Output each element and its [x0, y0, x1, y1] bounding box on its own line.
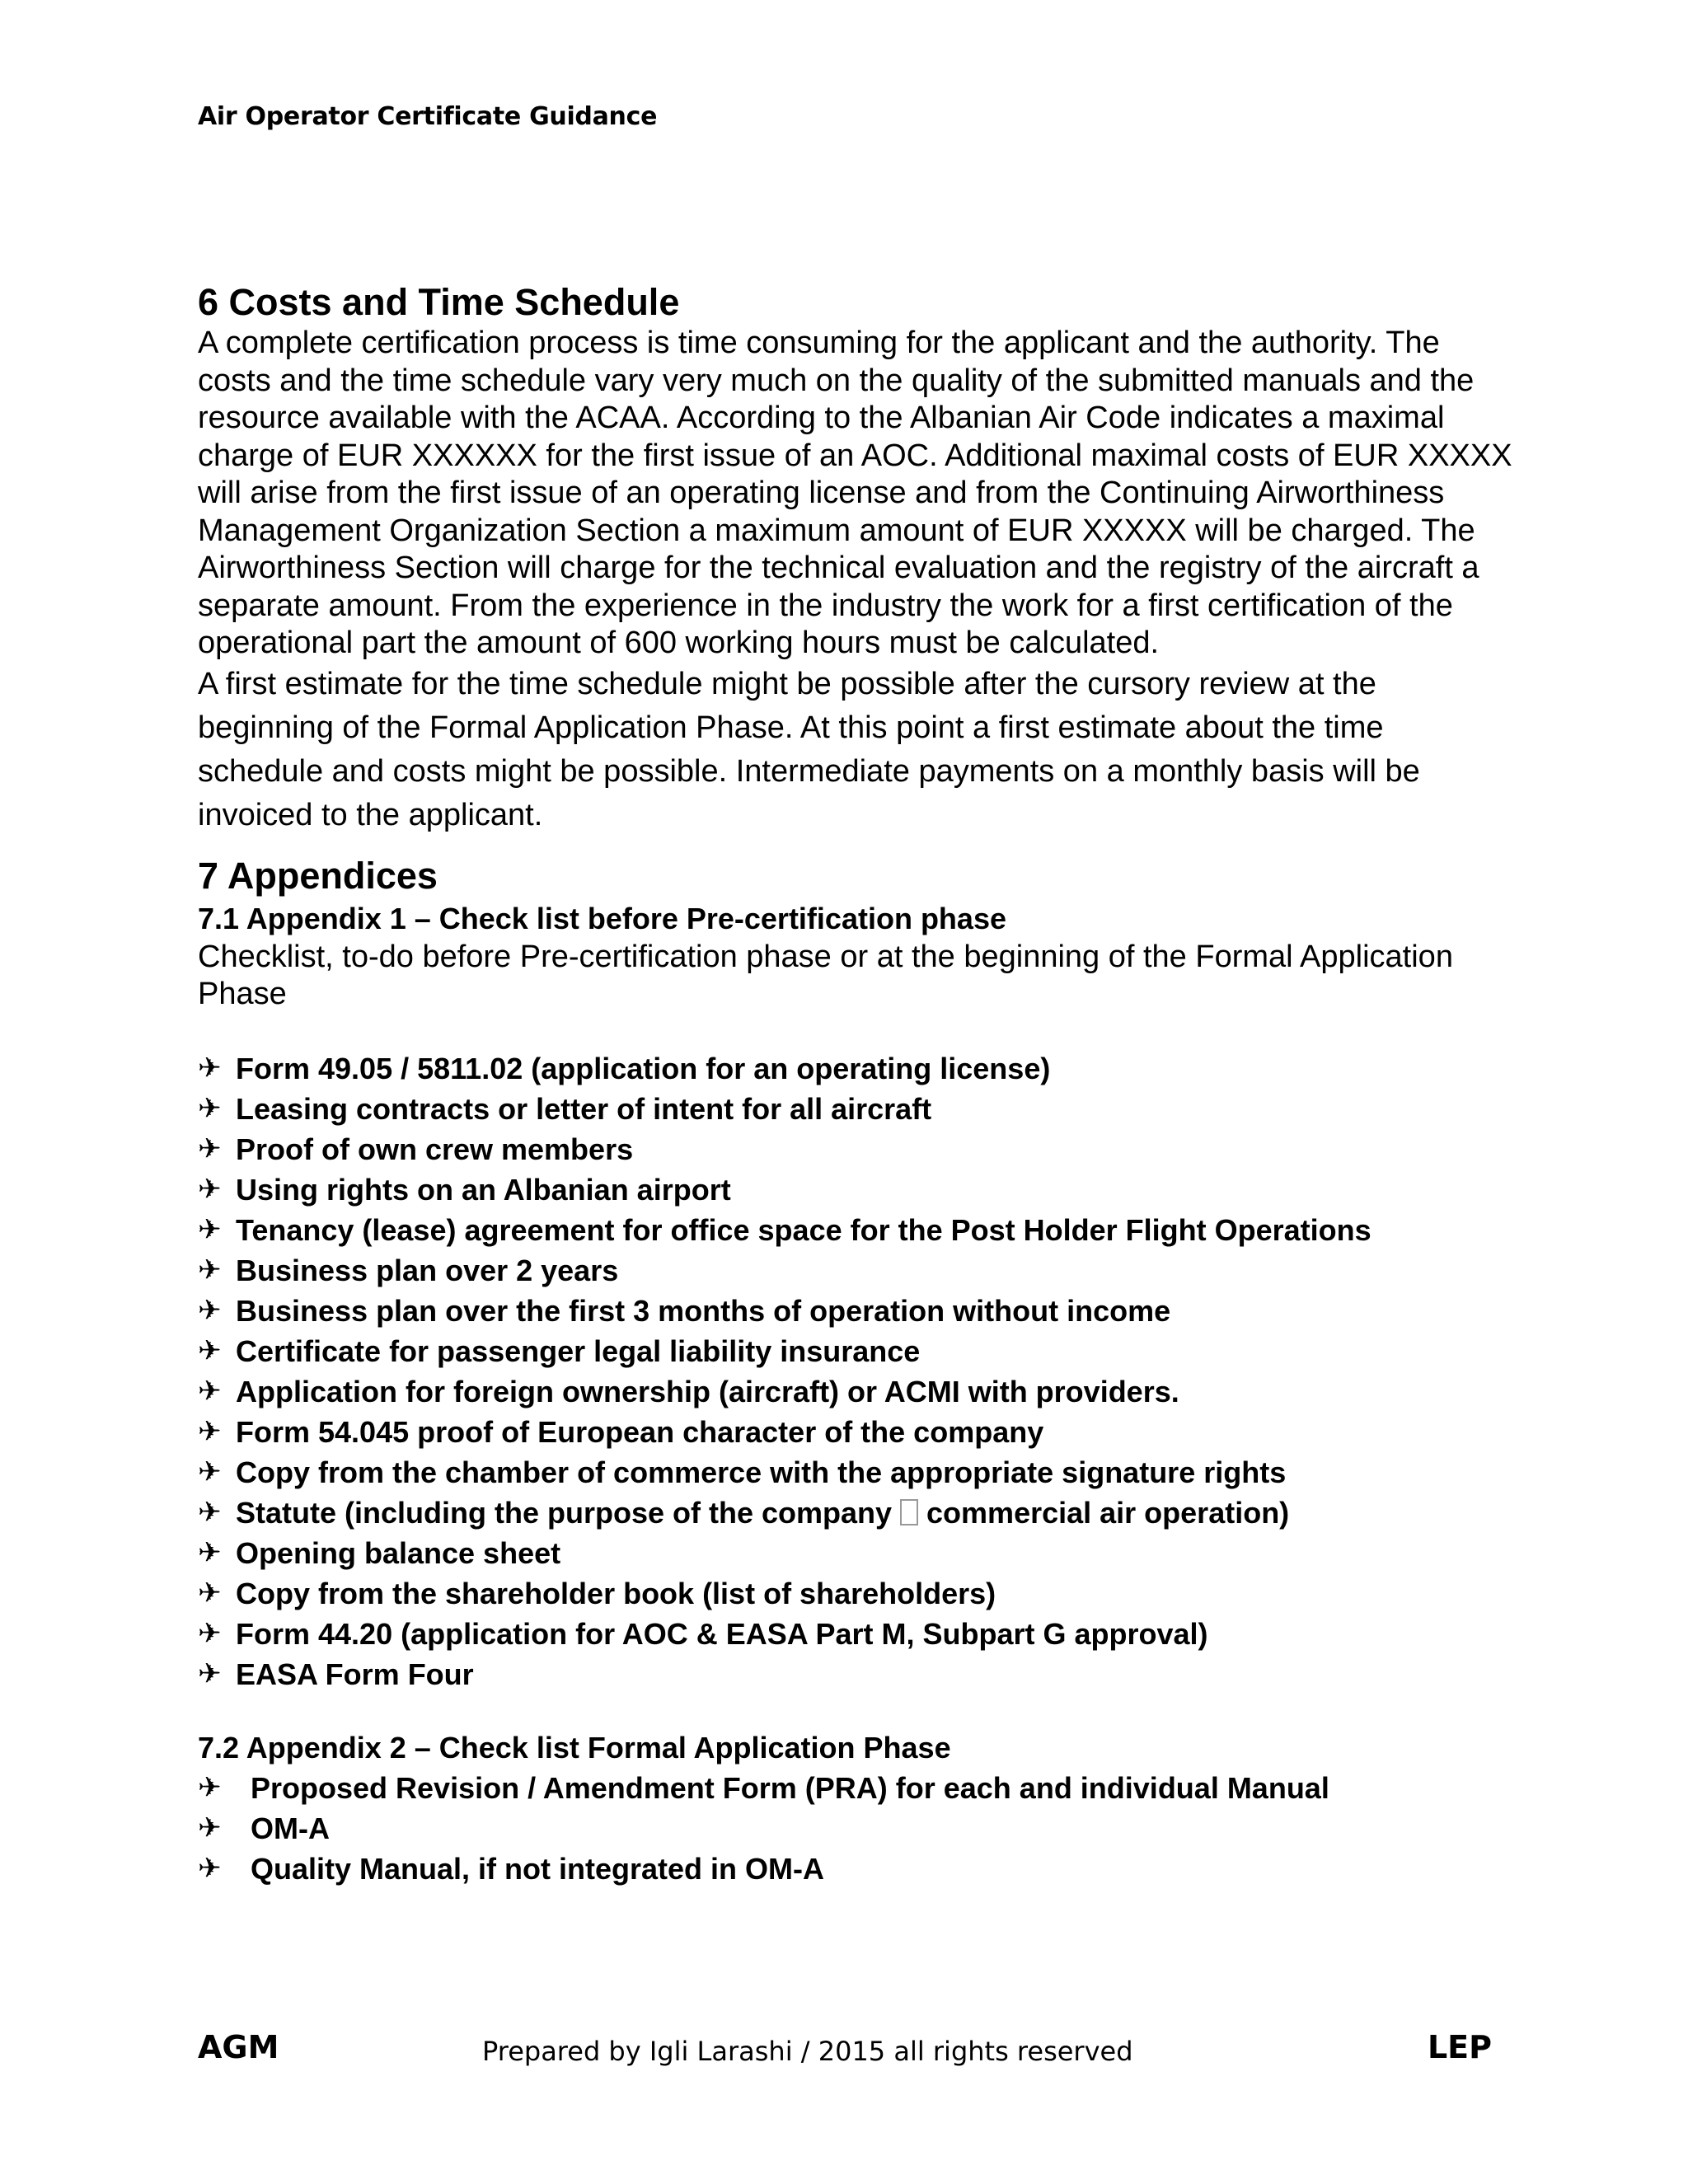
- list-item: [198, 1808, 1517, 1849]
- appendix-1-checklist: [198, 1048, 1517, 1694]
- list-item-text: Form 54.045 proof of European character of the company: [236, 1414, 1044, 1449]
- list-item-text: Using rights on an Albanian airport: [236, 1172, 731, 1207]
- airplane-icon: ✈: [198, 1254, 222, 1286]
- list-item-text: Application for foreign ownership (aircraft) or ACMI with providers.: [236, 1374, 1179, 1408]
- airplane-icon: ✈: [198, 1173, 222, 1205]
- running-header: Air Operator Certificate Guidance: [198, 102, 658, 131]
- airplane-icon: ✈: [198, 1132, 222, 1165]
- list-item-text: Business plan over the first 3 months of operation without income: [236, 1293, 1171, 1328]
- content: [198, 280, 1517, 1889]
- airplane-icon: ✈: [198, 1852, 222, 1884]
- list-item-text: Copy from the chamber of commerce with the appropriate signature rights: [236, 1455, 1287, 1489]
- list-item: [198, 1371, 1517, 1412]
- footer-copyright: Prepared by Igli Larashi / 2015 all rights reserved: [482, 2036, 1133, 2067]
- list-item: [198, 1089, 1517, 1129]
- airplane-icon: ✈: [198, 1536, 222, 1568]
- airplane-icon: ✈: [198, 1455, 222, 1488]
- airplane-icon: ✈: [198, 1375, 222, 1407]
- list-item-text: Form 44.20 (application for AOC & EASA Part M, Subpart G approval): [236, 1616, 1208, 1651]
- list-item-text: Business plan over 2 years: [236, 1253, 619, 1287]
- list-item: [198, 1493, 1517, 1533]
- list-item-text: Copy from the shareholder book (list of shareholders): [236, 1576, 996, 1610]
- list-item-text: Leasing contracts or letter of intent for all aircraft: [236, 1091, 932, 1126]
- list-item-text: Proposed Revision / Amendment Form (PRA) for each and individual Manual: [251, 1770, 1329, 1805]
- list-item: [198, 1614, 1517, 1654]
- section-6-paragraph-1: A complete certification process is time consuming for the applicant and the authority. The costs and the time schedule vary very much on the quality of the submitted manuals and the resource available with the ACAA. According to the Albanian Air Code indicates a maximal charge of EUR XXXXXX for the first issue of an AOC. Additional maximal costs of EUR XXXXX will arise from the first issue of an operating license and from the Continuing Airworthiness Management Organization Section a maximum amount of EUR XXXXX will be charged. The Airworthiness Section will charge for the technical evaluation and the registry of the aircraft a separate amount. From the experience in the industry the work for a first certification of the operational part the amount of 600 working hours must be calculated.: [198, 326, 1512, 660]
- list-item: [198, 1210, 1517, 1250]
- list-item: [198, 1169, 1517, 1210]
- appendix-1-intro: Checklist, to-do before Pre-certification phase or at the beginning of the Formal Application Phase: [198, 939, 1453, 1011]
- list-item-text: Form 49.05 / 5811.02 (application for an operating license): [236, 1051, 1051, 1085]
- airplane-icon: ✈: [198, 1617, 222, 1649]
- list-item: [198, 1573, 1517, 1614]
- list-item: [198, 1048, 1517, 1089]
- appendix-1-heading: 7.1 Appendix 1 – Check list before Pre-certification phase: [198, 901, 1006, 935]
- airplane-icon: ✈: [198, 1213, 222, 1245]
- list-item: [198, 1250, 1517, 1291]
- missing-glyph-box-icon: [900, 1499, 918, 1526]
- footer-section-code: LEP: [1427, 2029, 1492, 2065]
- airplane-icon: ✈: [198, 1771, 222, 1803]
- airplane-icon: ✈: [198, 1496, 222, 1528]
- footer-document-code: AGM: [198, 2029, 279, 2065]
- list-item: [198, 1129, 1517, 1169]
- list-item: [198, 1768, 1517, 1808]
- list-item-text: EASA Form Four: [236, 1657, 474, 1691]
- list-item: [198, 1849, 1517, 1889]
- airplane-icon: ✈: [198, 1577, 222, 1609]
- airplane-icon: ✈: [198, 1811, 222, 1844]
- airplane-icon: ✈: [198, 1334, 222, 1366]
- list-item-text: Statute (including the purpose of the company: [236, 1495, 893, 1530]
- airplane-icon: ✈: [198, 1092, 222, 1124]
- section-6-heading: 6 Costs and Time Schedule: [198, 281, 680, 323]
- appendix-2: [198, 1727, 1517, 1889]
- airplane-icon: ✈: [198, 1052, 222, 1084]
- list-item-text: Tenancy (lease) agreement for office space for the Post Holder Flight Operations: [236, 1212, 1372, 1247]
- list-item-text: Quality Manual, if not integrated in OM-A: [251, 1851, 825, 1886]
- page-footer: [198, 2029, 1492, 2070]
- list-item-text: Opening balance sheet: [236, 1535, 561, 1570]
- section-7-heading: 7 Appendices: [198, 854, 438, 897]
- airplane-icon: ✈: [198, 1415, 222, 1447]
- list-item: [198, 1452, 1517, 1493]
- list-item: [198, 1533, 1517, 1573]
- airplane-icon: ✈: [198, 1294, 222, 1326]
- list-item-text: OM-A: [251, 1811, 330, 1845]
- list-item-text: Certificate for passenger legal liability insurance: [236, 1333, 921, 1368]
- section-6-paragraph-2: A first estimate for the time schedule might be possible after the cursory review at the beginning of the Formal Application Phase. At this point a first estimate about the time schedule and costs might be possible. Intermediate payments on a monthly basis will be invoiced to the applicant.: [198, 666, 1420, 832]
- appendix-2-heading: 7.2 Appendix 2 – Check list Formal Application Phase: [198, 1730, 951, 1765]
- list-item-text: commercial air operation): [926, 1495, 1290, 1530]
- appendix-2-checklist: [198, 1768, 1517, 1889]
- list-item-text: Proof of own crew members: [236, 1132, 634, 1166]
- list-item: [198, 1654, 1517, 1694]
- list-item: [198, 1331, 1517, 1371]
- section-7: [198, 854, 1517, 1889]
- list-item: [198, 1291, 1517, 1331]
- airplane-icon: ✈: [198, 1657, 222, 1690]
- list-item: [198, 1412, 1517, 1452]
